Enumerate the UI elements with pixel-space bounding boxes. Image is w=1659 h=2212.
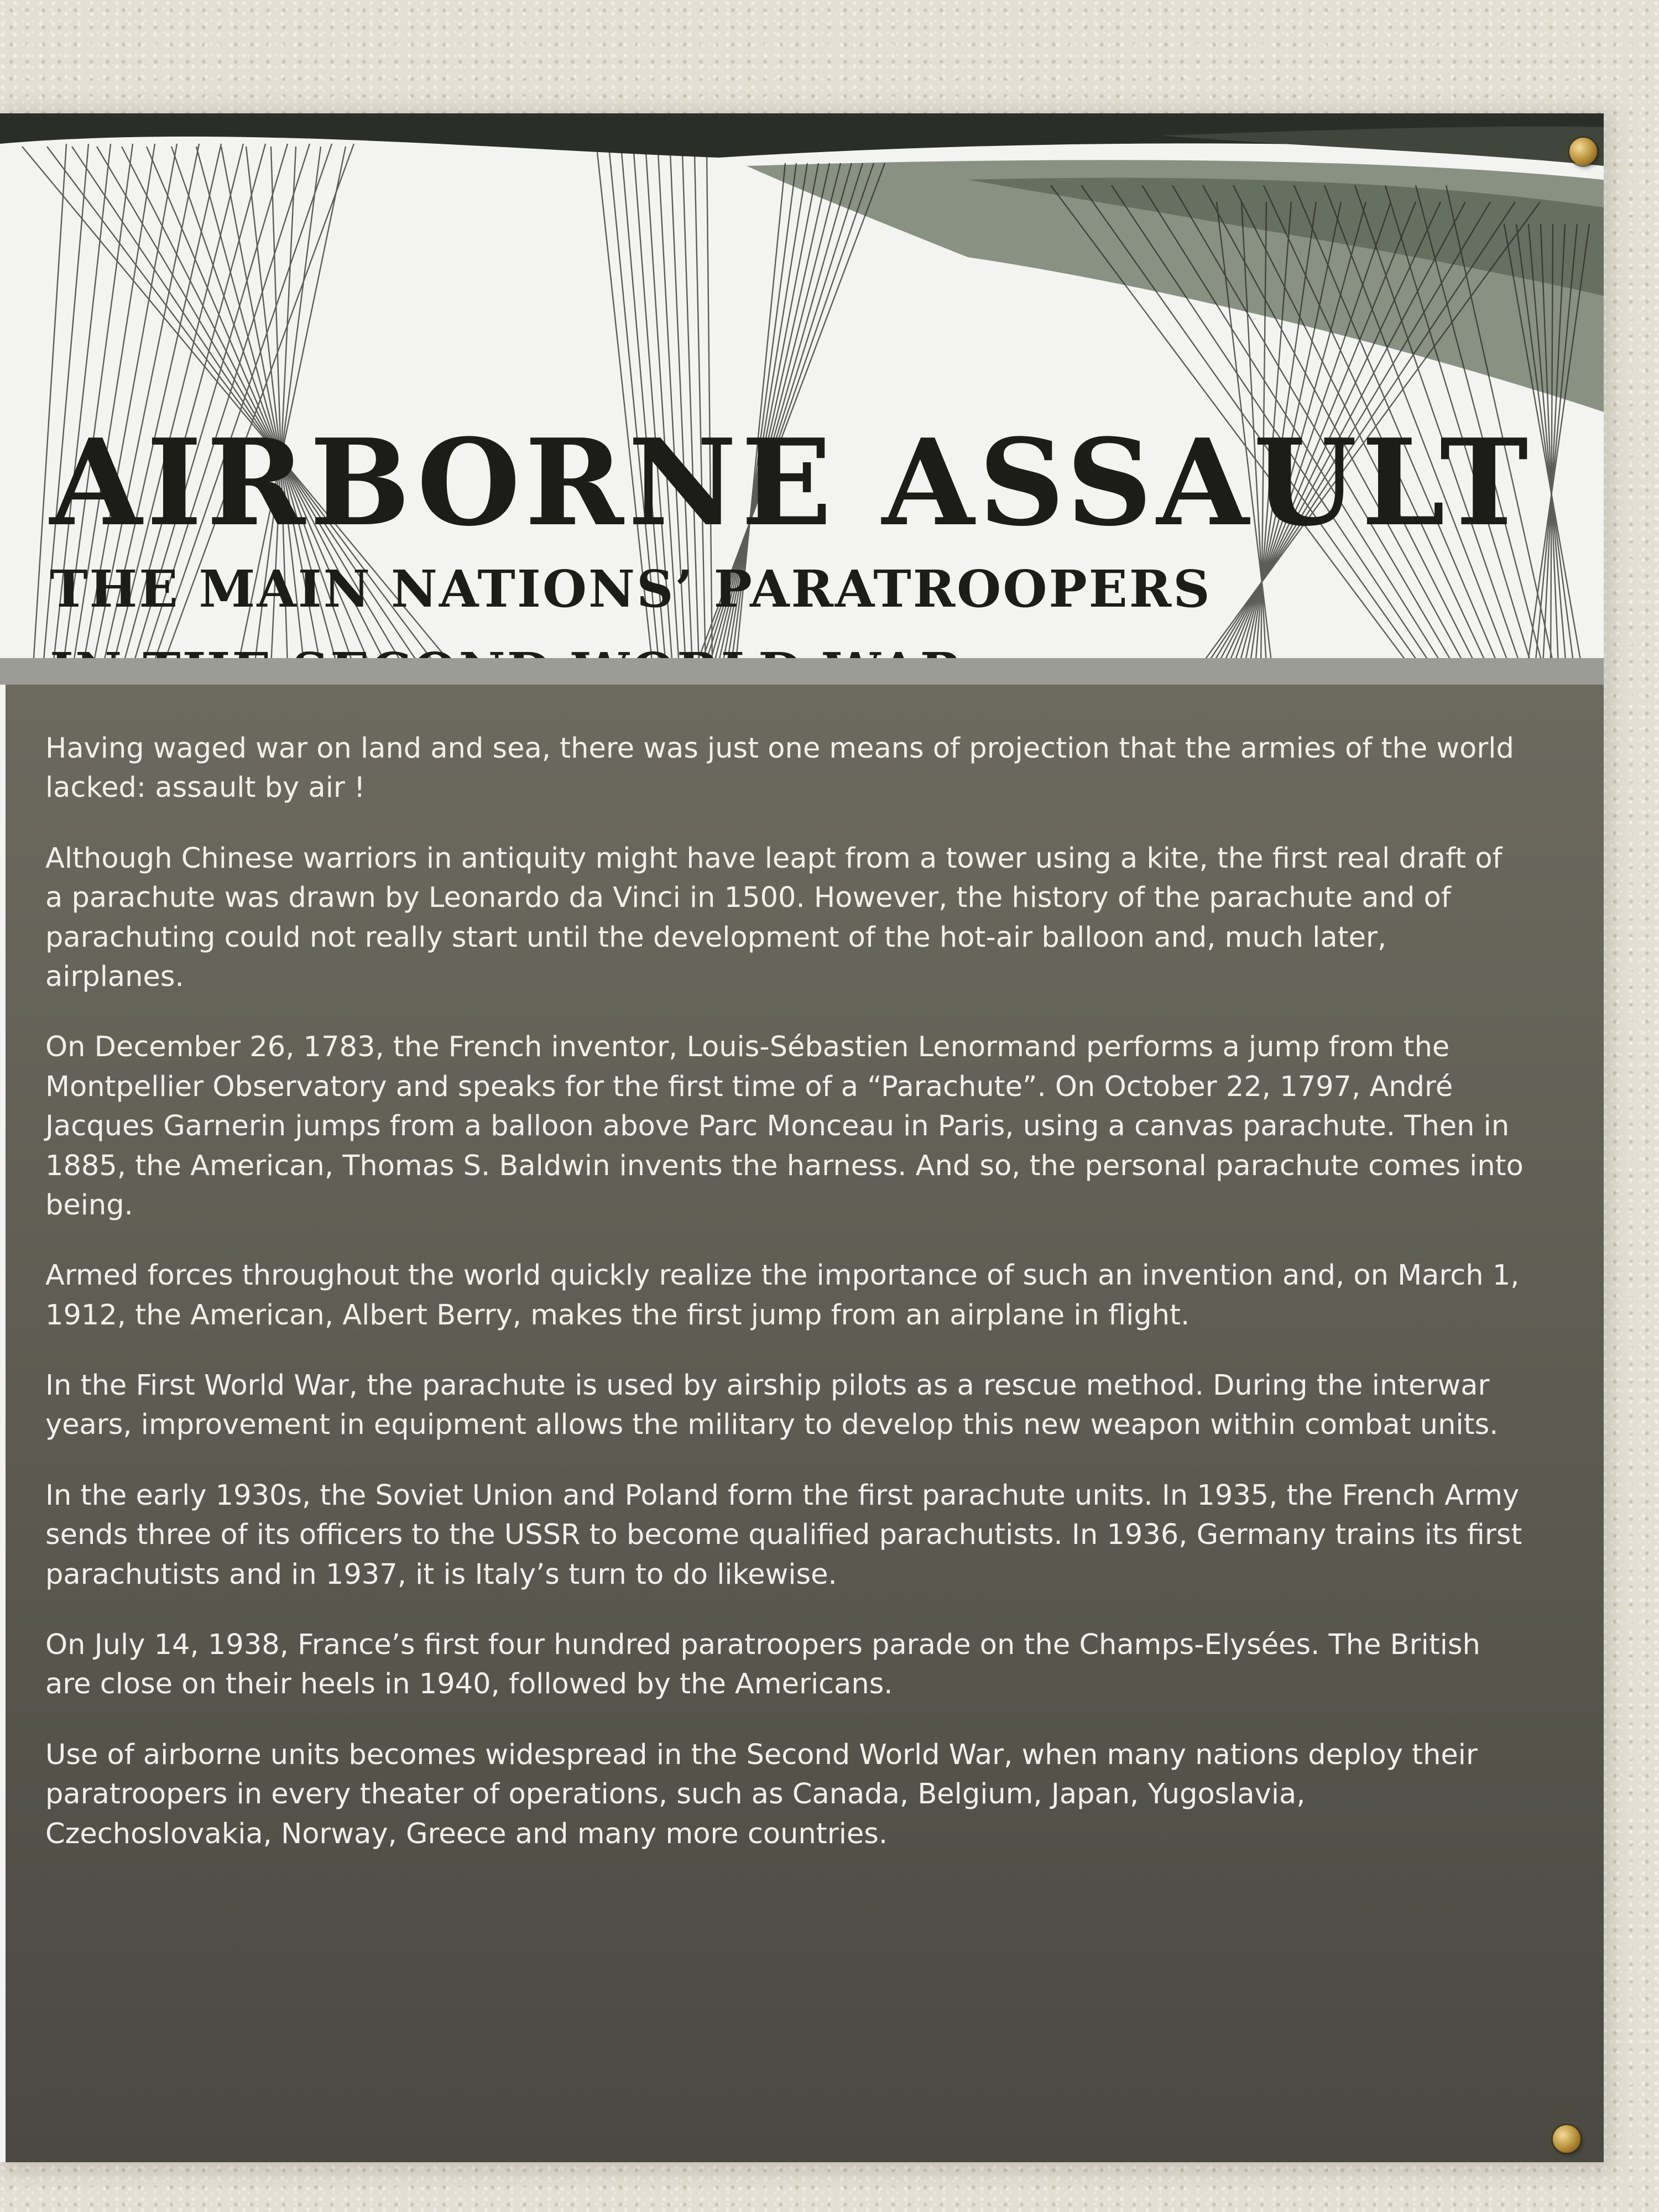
paragraph: Armed forces throughout the world quickly realize the importance of such an invention and, on March 1, 1912, the American, Albert Berry, makes the first jump from an airplane in flight. bbox=[45, 1259, 1520, 1332]
paragraph: In the early 1930s, the Soviet Union and Poland form the first parachute units. In 1935, the French Army sends three of its officers to the USSR to become qualified parachutists. In 1936, Germany trains its first parachutists and in 1937, it is Italy’s turn to do likewise. bbox=[45, 1479, 1522, 1591]
paragraph: Having waged war on land and sea, there was just one means of projection that the armies of the world lacked: assault by air ! bbox=[45, 732, 1514, 805]
divider-band bbox=[0, 658, 1604, 685]
body-text bbox=[45, 729, 1527, 1885]
paragraph: In the First World War, the parachute is used by airship pilots as a rescue method. During the interwar years, improvement in equipment allows the military to develop this new weapon within combat units. bbox=[45, 1369, 1499, 1442]
sign-subtitle-line-1: THE MAIN NATIONS’ PARATROOPERS bbox=[50, 559, 1212, 619]
rivet-top-right bbox=[1569, 138, 1597, 165]
paragraph: On July 14, 1938, France’s first four hundred paratroopers parade on the Champs-Elysées. The British are close on their heels in 1940, followed by the Americans. bbox=[45, 1629, 1480, 1701]
information-panel bbox=[0, 113, 1604, 2162]
sign-title: AIRBORNE ASSAULT bbox=[50, 413, 1533, 552]
paragraph: On December 26, 1783, the French inventor, Louis-Sébastien Lenormand performs a jump from the Montpellier Observatory and speaks for the first time of a “Parachute”. On October 22, 1797, André Jacques Garnerin jumps from a balloon above Parc Monceau in Paris, using a canvas parachute. Then in 1885, the American, Thomas S. Baldwin invents the harness. And so, the personal parachute comes into being. bbox=[45, 1031, 1524, 1222]
rivet-bottom-right bbox=[1553, 2125, 1580, 2153]
paragraph: Although Chinese warriors in antiquity might have leapt from a tower using a kite, the first real draft of a parachute was drawn by Leonardo da Vinci in 1500. However, the history of the parachute and of parachuting could not really start until the development of the hot-air balloon and, much later, airplanes. bbox=[45, 842, 1503, 993]
text-background bbox=[6, 685, 1604, 2162]
paragraph: Use of airborne units becomes widespread in the Second World War, when many nations deploy their paratroopers in every theater of operations, such as Canada, Belgium, Japan, Yugoslavia, Czechoslovakia, Norway, Greece and many more countries. bbox=[45, 1738, 1478, 1850]
